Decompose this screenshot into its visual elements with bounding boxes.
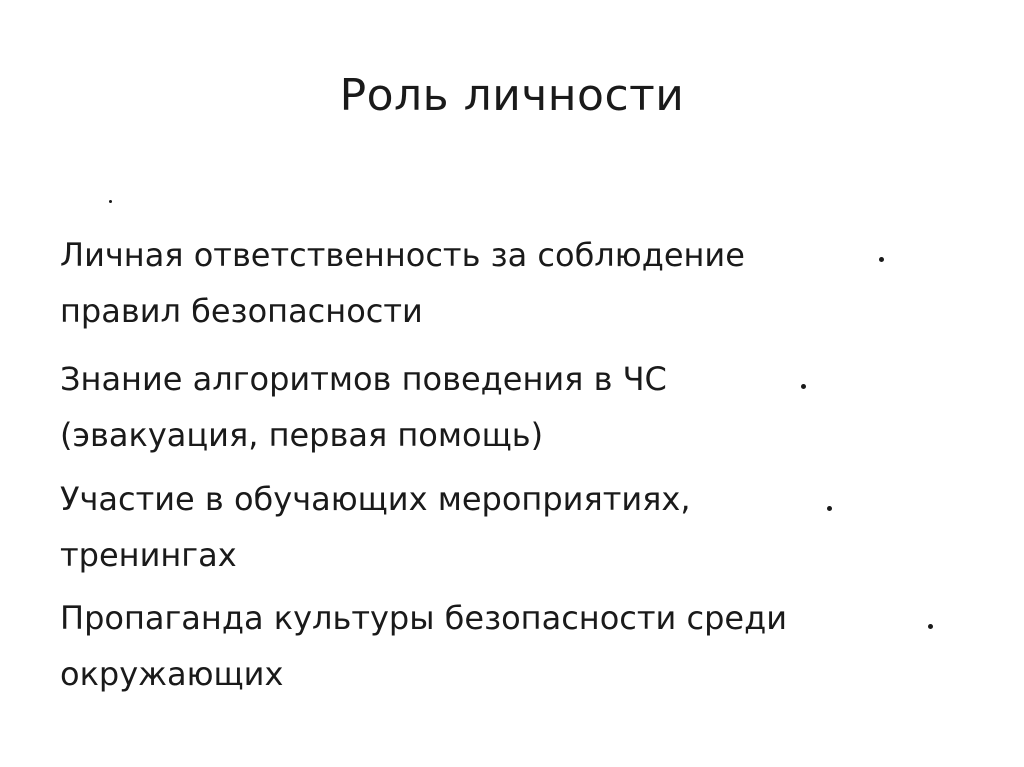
list-item xyxy=(60,351,667,463)
list-item-line: Знание алгоритмов поведения в ЧС xyxy=(60,360,667,398)
bullet-dot xyxy=(109,200,112,203)
list-item-line: окружающих xyxy=(60,655,284,693)
list-item xyxy=(60,227,745,339)
bullet-dot xyxy=(827,506,832,511)
list-item xyxy=(60,590,787,702)
list-item-line: (эвакуация, первая помощь) xyxy=(60,416,544,454)
slide-title: Роль личности xyxy=(339,70,685,121)
list-item-line: Пропаганда культуры безопасности среди xyxy=(60,599,787,637)
list-item-line: тренингах xyxy=(60,536,237,574)
bullet-dot xyxy=(928,624,933,629)
bullet-dot xyxy=(801,384,806,389)
list-item xyxy=(60,471,690,583)
bullet-dot xyxy=(879,257,884,262)
list-item-line: Участие в обучающих мероприятиях, xyxy=(60,480,691,518)
list-item-line: Личная ответственность за соблюдение xyxy=(60,236,745,274)
list-item-line: правил безопасности xyxy=(60,292,423,330)
